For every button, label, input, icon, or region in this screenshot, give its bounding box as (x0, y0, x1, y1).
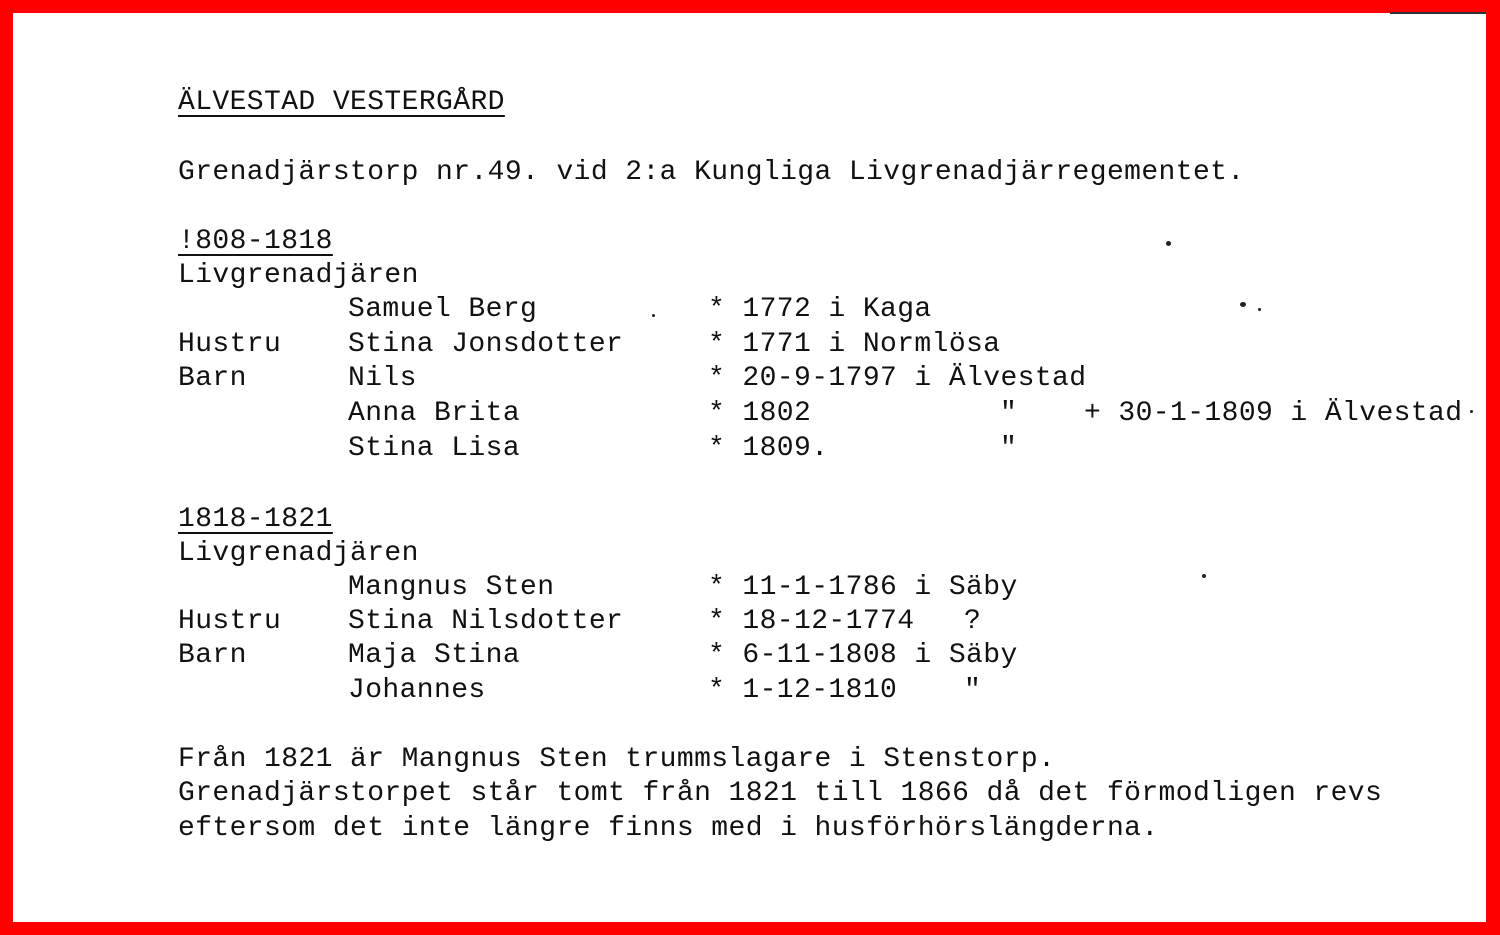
person-name: Nils (348, 363, 417, 394)
scan-edge-line (1390, 12, 1486, 14)
birth-info: * 1802 (708, 398, 812, 429)
document-title: ÄLVESTAD VESTERGÅRD (178, 87, 505, 118)
person-name: Stina Nilsdotter (348, 606, 624, 637)
period-role: Livgrenadjären (178, 538, 419, 569)
birth-info: * 18-12-1774 (708, 606, 915, 637)
ditto-mark: " (1000, 433, 1018, 464)
question-mark: ? (964, 606, 982, 637)
person-name: Stina Jonsdotter (348, 329, 624, 360)
relation-label: Barn (178, 363, 247, 394)
document-subtitle: Grenadjärstorp nr.49. vid 2:a Kungliga Livgrenadjärregementet. (178, 157, 1245, 188)
birth-info: * 1-12-1810 (708, 675, 898, 706)
person-name: Mangnus Sten (348, 572, 555, 603)
person-name: Anna Brita (348, 398, 521, 429)
relation-label: Barn (178, 640, 247, 671)
ditto-mark: " (964, 675, 982, 706)
death-info: + 30-1-1809 i Älvestad (1084, 398, 1463, 429)
birth-info: * 20-9-1797 i Älvestad (708, 363, 1087, 394)
birth-info: * 6-11-1808 i Säby (708, 640, 1018, 671)
closing-line: eftersom det inte längre finns med i husförhörslängderna. (178, 813, 1159, 844)
birth-info: * 1772 i Kaga (708, 294, 932, 325)
closing-line: Från 1821 är Mangnus Sten trummslagare i Stenstorp. (178, 744, 1056, 775)
birth-info: * 1809. (708, 433, 829, 464)
person-name: Johannes (348, 675, 486, 706)
period-role: Livgrenadjären (178, 260, 419, 291)
scan-speck (1166, 241, 1171, 246)
person-name: Maja Stina (348, 640, 521, 671)
scan-speck (1202, 574, 1206, 578)
scan-speck (1470, 410, 1473, 413)
birth-info: * 11-1-1786 i Säby (708, 572, 1018, 603)
relation-label: Hustru (178, 606, 282, 637)
person-name: Stina Lisa (348, 433, 521, 464)
birth-info: * 1771 i Normlösa (708, 329, 1001, 360)
period-years: 1818-1821 (178, 504, 333, 535)
scan-speck (1258, 308, 1261, 311)
period-years: !808-1818 (178, 226, 333, 257)
relation-label: Hustru (178, 329, 282, 360)
scan-speck (652, 314, 655, 317)
scan-speck (1240, 302, 1246, 307)
closing-line: Grenadjärstorpet står tomt från 1821 till 1866 då det förmodligen revs (178, 778, 1383, 809)
ditto-mark: " (1000, 398, 1018, 429)
person-name: Samuel Berg (348, 294, 538, 325)
